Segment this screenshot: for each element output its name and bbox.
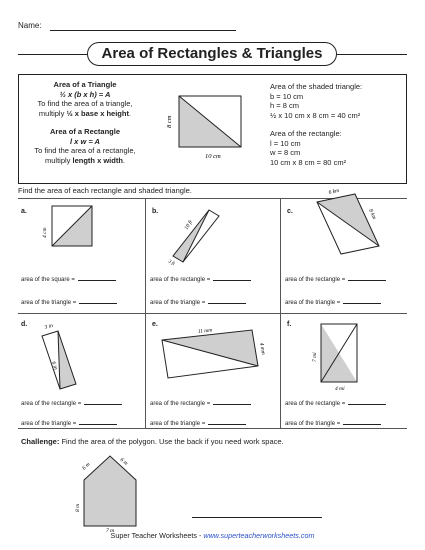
problem-a-dim: 4 cm <box>42 227 48 238</box>
problem-f-dim-height: 7 mi <box>312 352 318 362</box>
problem-d-figure <box>32 316 102 391</box>
grid-rule-bottom <box>18 428 407 429</box>
problem-d-letter: d. <box>21 321 28 328</box>
shaded-calc: ½ x 10 cm x 8 cm = 40 cm² <box>270 110 361 120</box>
rectangle-formula: l x w = A <box>70 136 100 146</box>
example-diagram <box>165 92 255 164</box>
answer-blank[interactable] <box>79 297 117 304</box>
challenge-polygon <box>68 450 158 532</box>
name-label: Name: <box>18 21 42 30</box>
problem-b-q2: area of the triangle = <box>150 297 246 306</box>
problem-c-figure <box>305 186 395 266</box>
shaded-heading: Area of the shaded triangle: <box>270 82 363 91</box>
problem-b-figure <box>165 200 235 270</box>
problem-e-q1: area of the rectangle = <box>150 398 251 407</box>
problem-e-figure <box>150 318 275 388</box>
challenge-dim-right: 6 m <box>118 457 129 467</box>
problem-f-q1: area of the rectangle = <box>285 398 386 407</box>
problem-f-dim-width: 4 mi <box>335 386 345 392</box>
answer-blank[interactable] <box>348 398 386 405</box>
answer-blank[interactable] <box>208 297 246 304</box>
answer-blank[interactable] <box>84 398 122 405</box>
footer: Super Teacher Worksheets - www.superteacherworksheets.com <box>110 531 315 540</box>
problem-c-q1: area of the rectangle = <box>285 274 386 283</box>
rect-calc: 10 cm x 8 cm = 80 cm² <box>270 157 347 167</box>
problem-c-dim-top: 6 km <box>328 187 340 196</box>
problem-f-figure <box>305 316 375 396</box>
problem-a-q1: area of the square = <box>21 274 116 283</box>
footer-link[interactable]: www.superteacherworksheets.com <box>203 531 315 540</box>
answer-blank[interactable] <box>213 274 251 281</box>
answer-blank[interactable] <box>343 418 381 425</box>
challenge: Challenge: Find the area of the polygon. Use the back if you need work space. <box>21 437 284 446</box>
rect-heading: Area of the rectangle: <box>270 129 342 138</box>
problem-d-q1: area of the rectangle = <box>21 398 122 407</box>
problem-b-q1: area of the rectangle = <box>150 274 251 283</box>
rect-w: w = 8 cm <box>270 148 301 157</box>
triangle-desc-1: To find the area of a triangle, <box>37 99 133 108</box>
rectangle-desc-2: multiply length x width. <box>44 155 126 165</box>
answer-blank[interactable] <box>78 274 116 281</box>
problem-c-q2: area of the triangle = <box>285 297 381 306</box>
problem-b-dim-short: 3 ft <box>167 259 176 267</box>
challenge-answer-line[interactable] <box>192 517 322 518</box>
challenge-dim-height: 8 m <box>75 503 81 512</box>
problem-d-q2: area of the triangle = <box>21 418 117 427</box>
problem-d-dim-top: 3 in <box>43 322 54 331</box>
answer-blank[interactable] <box>348 274 386 281</box>
triangle-desc-2: multiply ½ x base x height. <box>38 108 132 118</box>
problem-f-q2: area of the triangle = <box>285 418 381 427</box>
challenge-dim-left: 6 m <box>81 461 92 472</box>
triangle-formula: ½ x (b x h) = A <box>59 89 111 99</box>
problem-e-q2: area of the triangle = <box>150 418 246 427</box>
grid-rule-middle <box>18 313 407 314</box>
rectangle-desc-1: To find the area of a rectangle, <box>34 146 136 155</box>
challenge-dim-width: 7 m <box>106 528 115 532</box>
formula-text <box>22 80 148 165</box>
rectangle-heading: Area of a Rectangle <box>49 127 121 136</box>
problem-a-figure <box>40 200 100 262</box>
grid-column-rule <box>145 198 146 428</box>
problem-b-dim-long: 10 ft <box>183 219 194 232</box>
example-solution <box>270 82 406 167</box>
problem-b-letter: b. <box>152 208 159 215</box>
shaded-b: b = 10 cm <box>270 91 304 101</box>
problem-a-q2: area of the triangle = <box>21 297 117 306</box>
page-title: Area of Rectangles & Triangles <box>87 42 337 66</box>
answer-blank[interactable] <box>343 297 381 304</box>
diagram-height-label: 8 cm <box>166 115 173 128</box>
problem-d-dim-side: 6 in <box>50 360 59 371</box>
answer-blank[interactable] <box>213 398 251 405</box>
answer-blank[interactable] <box>79 418 117 425</box>
problem-c-dim-side: 8 km <box>367 208 378 221</box>
diagram-width-label: 10 cm <box>205 153 221 160</box>
problem-e-dim-top: 11 mm <box>197 327 213 335</box>
name-line[interactable] <box>50 30 236 31</box>
answer-blank[interactable] <box>208 418 246 425</box>
rect-l: l = 10 cm <box>270 138 301 148</box>
shaded-h: h = 8 cm <box>270 101 299 110</box>
problem-a-letter: a. <box>21 208 27 215</box>
problem-f-letter: f. <box>287 321 292 328</box>
grid-column-rule <box>280 198 281 428</box>
problem-e-dim-side: 4 mm <box>258 342 267 356</box>
problem-e-letter: e. <box>152 321 158 328</box>
instructions: Find the area of each rectangle and shaded triangle. <box>18 186 192 195</box>
problem-c-letter: c. <box>287 208 293 215</box>
triangle-heading: Area of a Triangle <box>53 80 117 89</box>
